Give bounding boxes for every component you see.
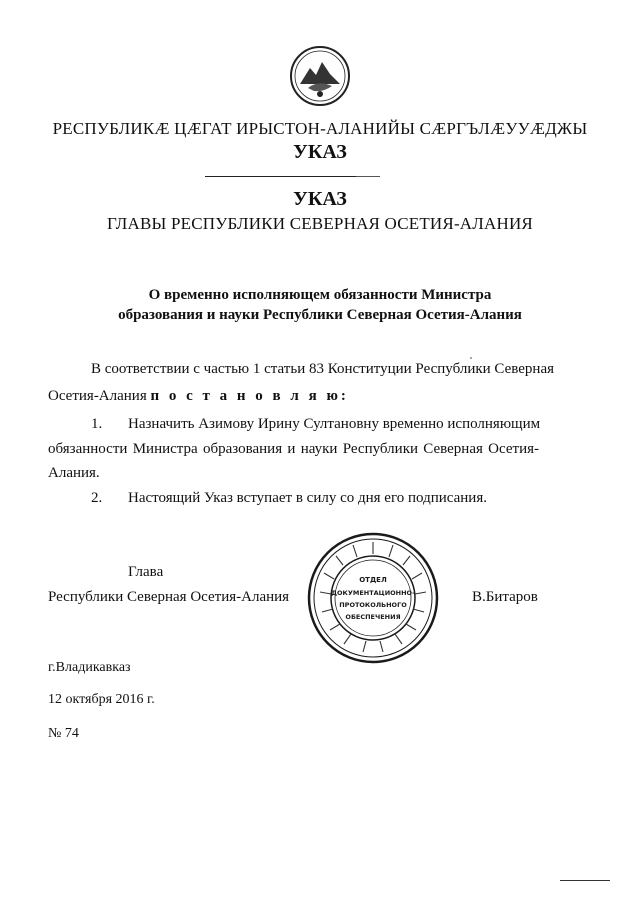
- scan-speck: [470, 357, 472, 359]
- document-city: г.Владикавказ: [48, 660, 131, 675]
- preamble-line-1: В соответствии с частью 1 статьи 83 Конституции Республики Северная: [91, 361, 555, 377]
- header-divider-tail: [356, 176, 380, 177]
- preamble-line-2: [48, 388, 349, 405]
- russian-ukaz-title: УКАЗ: [293, 188, 347, 210]
- item-1-number: 1.: [91, 416, 103, 432]
- preamble-prefix: Осетия-Алания: [48, 388, 151, 404]
- official-seal-icon: [305, 530, 441, 666]
- document-date: 12 октября 2016 г.: [48, 692, 155, 707]
- stamp-line-1: ОТДЕЛ: [359, 576, 387, 584]
- subject-line-1: О временно исполняющем обязанности Министра: [148, 287, 492, 303]
- subject-line-2: образования и науки Республики Северная Осетия-Алания: [118, 307, 522, 323]
- item-2-text: Настоящий Указ вступает в силу со дня его подписания.: [128, 490, 487, 506]
- header-divider: [205, 176, 361, 177]
- signer-title-line-1: Глава: [128, 564, 164, 580]
- signer-name: В.Битаров: [472, 589, 538, 605]
- stamp-line-4: ОБЕСПЕЧЕНИЯ: [345, 613, 401, 621]
- coat-of-arms-icon: [288, 44, 352, 108]
- document-number: № 74: [48, 726, 79, 741]
- stamp-line-3: ПРОТОКОЛЬНОГО: [339, 601, 407, 609]
- item-1-line-1: Назначить Азимову Ирину Султановну временно исполняющим: [128, 416, 541, 432]
- ossetian-ukaz-title: УКАЗ: [293, 141, 347, 163]
- signer-title-line-2: Республики Северная Осетия-Алания: [48, 589, 290, 605]
- item-2-number: 2.: [91, 490, 103, 506]
- decree-word: п о с т а н о в л я ю:: [150, 388, 349, 404]
- ossetian-header: РЕСПУБЛИКӔ ЦӔГАТ ИРЫСТОН-АЛАНИЙЫ СӔРГЪЛӔУУӔДЖЫ: [52, 119, 588, 138]
- item-1-line-3: Алания.: [48, 465, 100, 481]
- stamp-line-2: ДОКУМЕНТАЦИОННО-: [331, 589, 415, 597]
- russian-header: ГЛАВЫ РЕСПУБЛИКИ СЕВЕРНАЯ ОСЕТИЯ-АЛАНИЯ: [107, 214, 533, 233]
- footer-line: [560, 880, 610, 881]
- item-1-line-2: обязанности Министра образования и науки Республики Северная Осетия-: [48, 441, 539, 457]
